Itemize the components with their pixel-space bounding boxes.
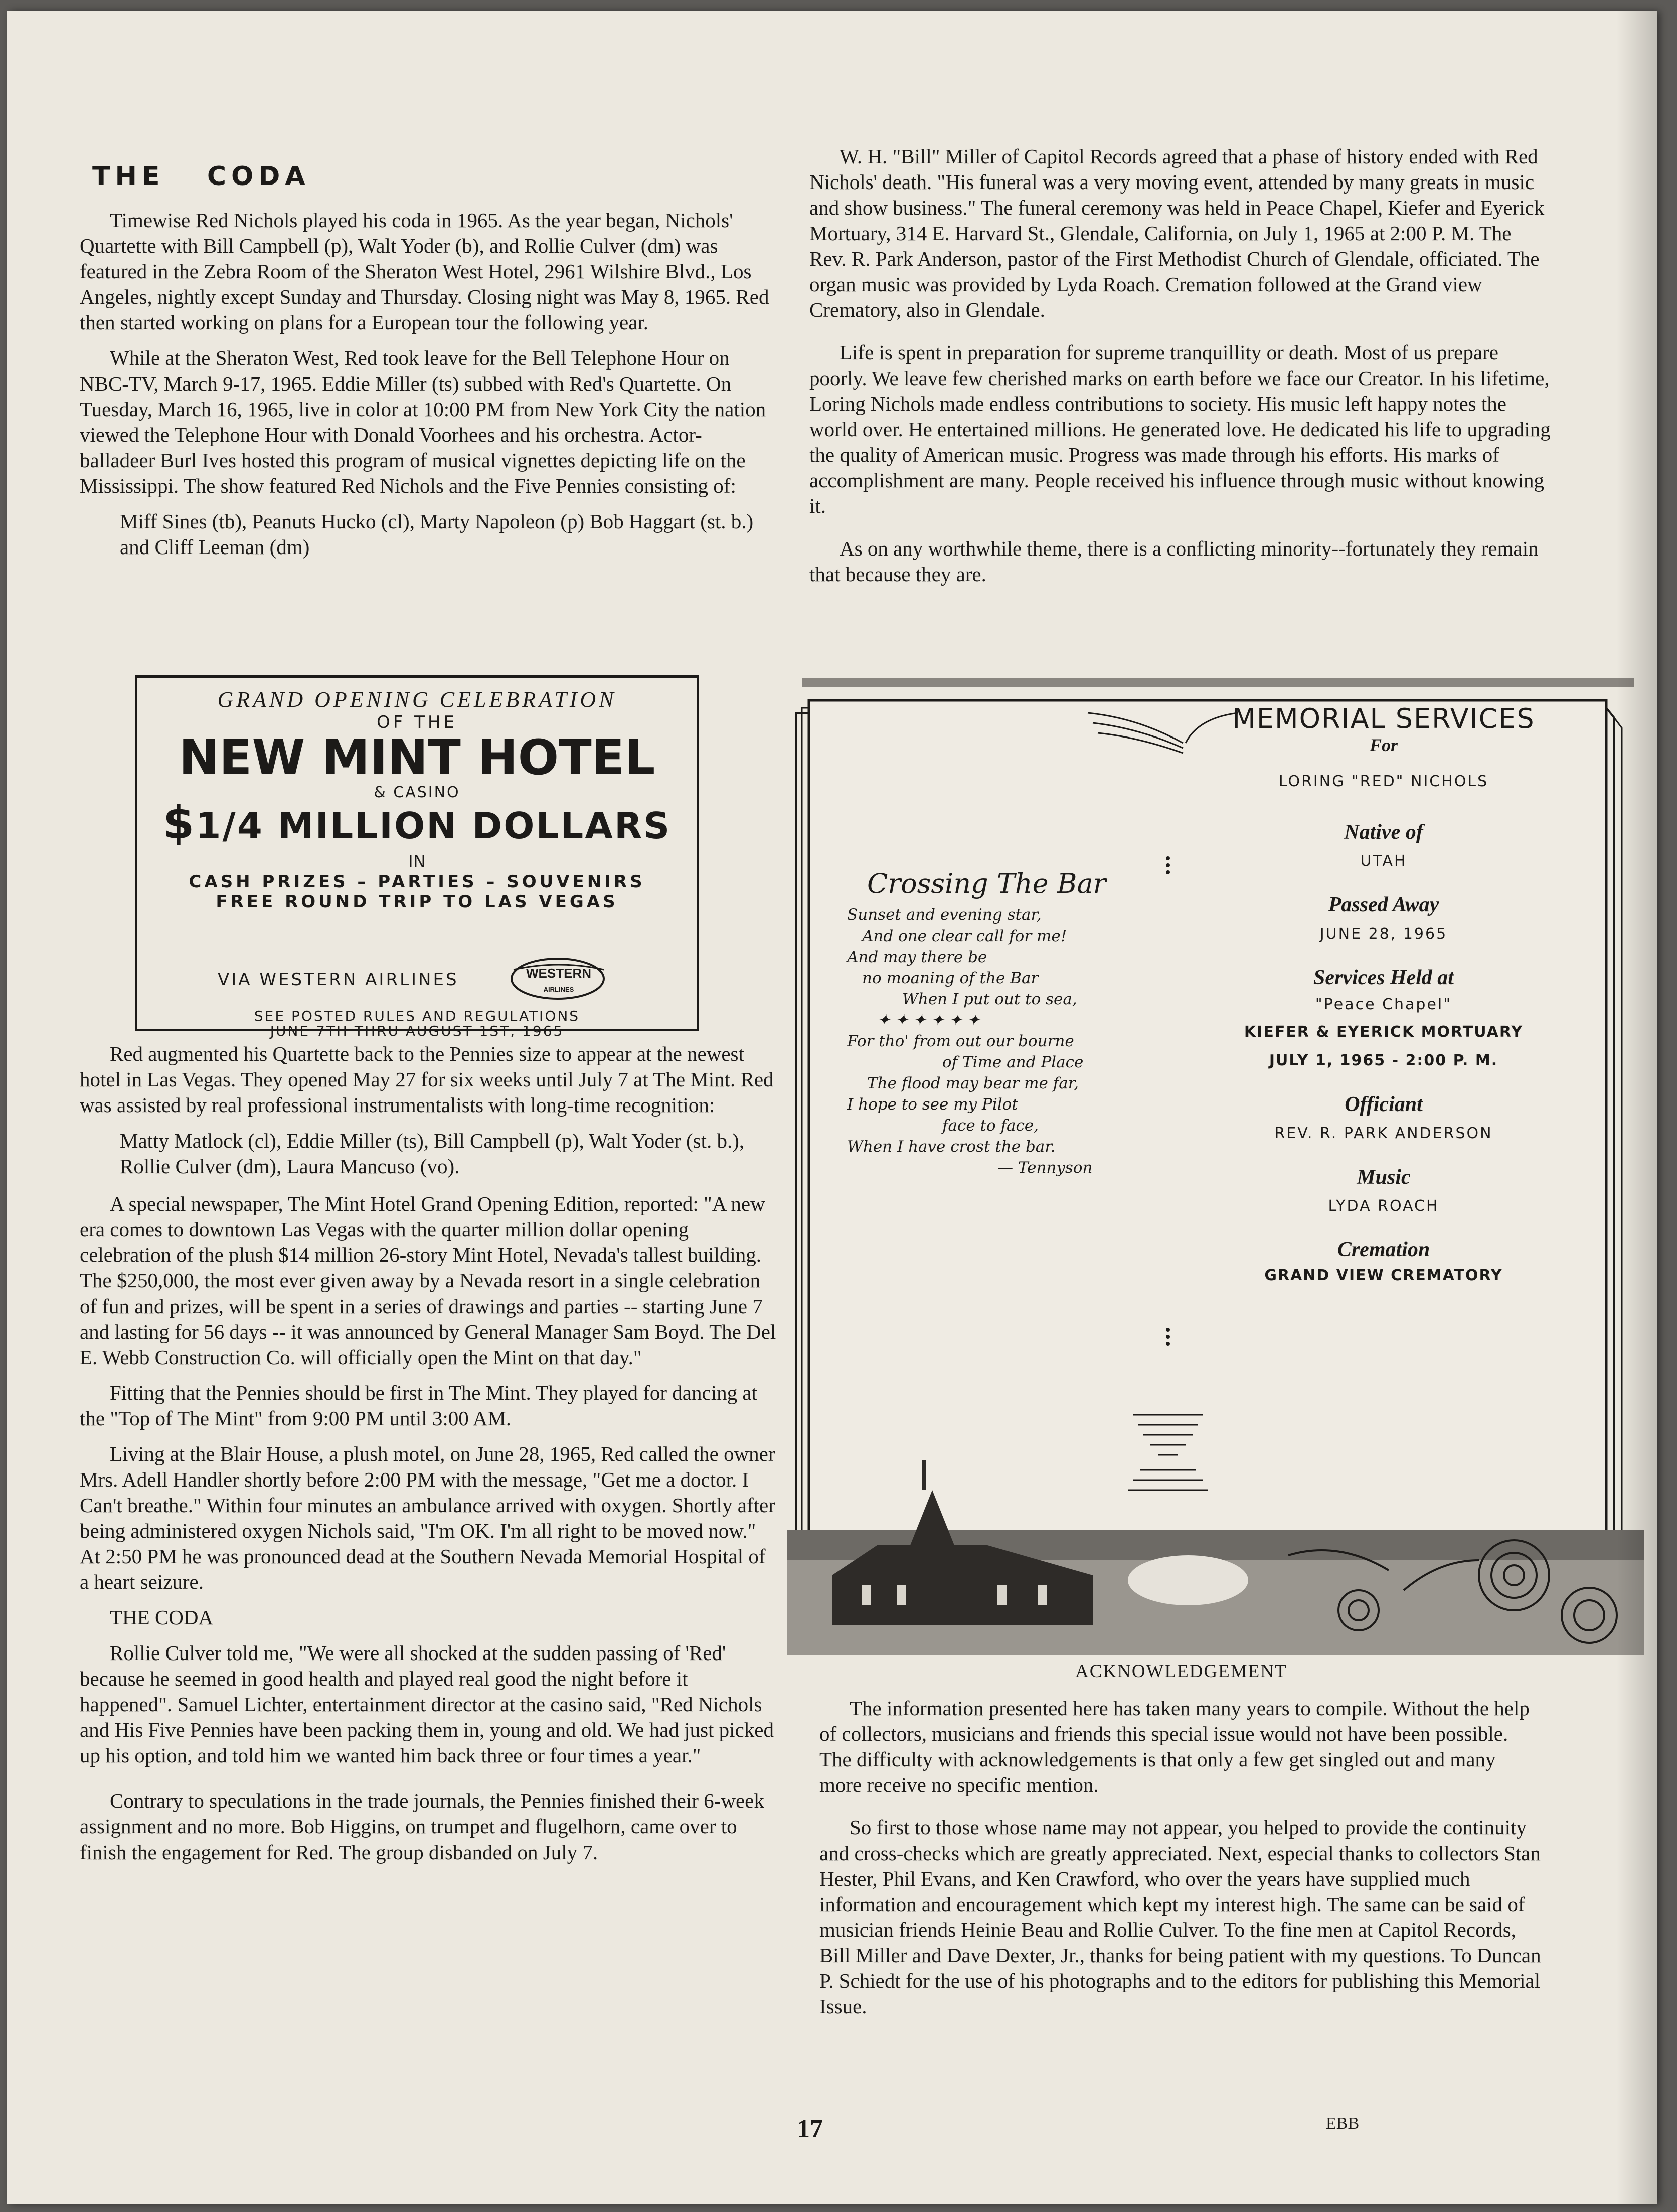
service-date: JULY 1, 1965 - 2:00 P. M. xyxy=(1269,1052,1498,1069)
paragraph: A special newspaper, The Mint Hotel Grand Opening Edition, reported: "A new era comes to downtown Las Vegas with the quarter million dollar opening celebration of the plush $14 million 26-story Mint Hotel, Nevada's tallest building. The $250,000, the most ever given away by a Nevada resort in a single celebration of fun and prizes, will be spent in a series of drawings and parties -- starting June 7 and lasting for 56 days -- it was announced by General Manager Sam Boyd. The Del E. Webb Construction Co. will officially open the Mint on that day." xyxy=(80,1192,776,1369)
ad-million-label: MILLION DOLLARS xyxy=(277,805,672,847)
poem-line: And may there be xyxy=(847,948,987,966)
ad-million-dollars xyxy=(137,797,697,849)
ad-rules-line: SEE POSTED RULES AND REGULATIONS xyxy=(254,1008,580,1024)
mint-hotel-advertisement xyxy=(135,675,699,1039)
section-heading: THE CODA xyxy=(92,161,310,192)
paragraph: As on any worthwhile theme, there is a conflicting minority--fortunately they remain that because they are. xyxy=(809,537,1539,586)
music-value: LYDA ROACH xyxy=(1328,1197,1439,1215)
paragraph: Timewise Red Nichols played his coda in 1965. As the year began, Nichols' Quartette with Bill Campbell (p), Walt Yoder (b), and Rollie Culver (dm) was featured in the Zebra Room of the Sheraton West Hotel, 2961 Wilshire Blvd., Los Angeles, nightly except Sunday and Thursday. Closing night was May 8, 1965. Red then started working on plans for a European tour the following year. xyxy=(80,209,769,334)
poem-line: And one clear call for me! xyxy=(862,927,1067,945)
ad-casino: & CASINO xyxy=(374,784,460,801)
ad-dollar-sign: $ xyxy=(162,797,196,849)
poem-line: The flood may bear me far, xyxy=(867,1074,1079,1092)
left-column-top xyxy=(80,208,777,578)
poem-attribution: — Tennyson xyxy=(997,1159,1093,1177)
cremation-value: GRAND VIEW CREMATORY xyxy=(1264,1267,1503,1284)
chapel-value: "Peace Chapel" xyxy=(1315,996,1452,1013)
left-column-middle xyxy=(80,1041,777,1875)
ad-via-airline: VIA WESTERN AIRLINES xyxy=(218,970,459,990)
poem-title: Crossing The Bar xyxy=(867,868,1106,899)
passed-label: Passed Away xyxy=(1328,893,1439,916)
music-label: Music xyxy=(1357,1166,1411,1189)
memorial-title: MEMORIAL SERVICES xyxy=(1232,703,1535,734)
passed-value: JUNE 28, 1965 xyxy=(1319,925,1448,943)
poem-line: For tho' from out our bourne xyxy=(847,1032,1074,1050)
paragraph: Living at the Blair House, a plush motel, on June 28, 1965, Red called the owner Mrs. Adell Handler shortly before 2:00 PM with the message, "Get me a doctor. I Can't breathe." Within four minutes an ambulance arrived with oxygen. Shortly after being administered oxygen Nichols said, "I'm OK. I'm all right to be moved now." At 2:50 PM he was pronounced dead at the Southern Nevada Memorial Hospital of a heart seizure. xyxy=(80,1442,775,1593)
paragraph: Life is spent in preparation for supreme tranquillity or death. Most of us prepare poorly. We leave few cherished marks on earth before we face our Creator. In his lifetime, Loring Nichols made endless contributions to society. His music left happy notes the world over. He entertained millions. He generated love. He dedicated his life to upgrading the quality of American music. Progress was made through his efforts. His marks of accomplishment are many. People received his influence through music without knowing it. xyxy=(809,341,1551,517)
magazine-page xyxy=(7,11,1657,2204)
paragraph: Contrary to speculations in the trade journals, the Pennies finished their 6-week assignment and no more. Bob Higgins, on trumpet and flugelhorn, came over to finish the engagement for Red. The group disbanded on July 7. xyxy=(80,1789,764,1864)
ad-fraction: 1/4 xyxy=(196,805,264,847)
deceased-name: LORING "RED" NICHOLS xyxy=(1278,773,1489,790)
paragraph: So first to those whose name may not appear, you helped to provide the continuity and cross-checks which are greatly appreciated. Next, especial thanks to collectors Stan Hester, Phil Evans, and Ken Crawford, who over the years have supplied much information and encouragement which kept my interest high. The same can be said of musician friends Heinie Beau and Rollie Culver. To the fine men at Capitol Records, Bill Miller and Dave Dexter, Jr., thanks for being patient with my questions. To Duncan P. Schiedt for the use of his photographs and to the editors for publishing this Memorial Issue. xyxy=(819,1816,1541,2018)
ad-in: IN xyxy=(408,852,426,872)
mortuary-value: KIEFER & EYERICK MORTUARY xyxy=(1244,1023,1524,1041)
services-label: Services Held at xyxy=(1313,966,1454,989)
page-number: 17 xyxy=(797,2115,823,2143)
paragraph: Rollie Culver told me, "We were all shocked at the sudden passing of 'Red' because he seemed in good health and played real good the night before it happened". Samuel Lichter, entertainment director at the casino said, "Red Nichols and His Five Pennies have been packing them in, young and old. We had just picked up his option, and told him we wanted him back three or four times a year." xyxy=(80,1641,774,1767)
poem-line: face to face, xyxy=(942,1117,1039,1135)
poem-line: Sunset and evening star, xyxy=(847,906,1042,924)
personnel-list: Miff Sines (tb), Peanuts Hucko (cl), Marty Napoleon (p) Bob Haggart (st. b.) and Cliff Leeman (dm) xyxy=(120,510,754,559)
memorial-for: For xyxy=(1369,735,1398,755)
subhead: THE CODA xyxy=(110,1606,214,1629)
acknowledgement-text xyxy=(819,1696,1542,2030)
poem-line: I hope to see my Pilot xyxy=(847,1095,1018,1114)
poem-line: of Time and Place xyxy=(942,1053,1084,1071)
acknowledgement-title: ACKNOWLEDGEMENT xyxy=(1075,1661,1287,1682)
crossing-the-bar-poem xyxy=(847,868,1128,1178)
ad-trip: FREE ROUND TRIP TO LAS VEGAS xyxy=(216,892,618,912)
logo-subword: AIRLINES xyxy=(543,986,574,993)
native-value: UTAH xyxy=(1360,852,1407,870)
ad-hotel-name: NEW MINT HOTEL xyxy=(179,729,655,786)
paragraph: Fitting that the Pennies should be first in The Mint. They played for dancing at the "Top of The Mint" from 9:00 PM until 3:00 AM. xyxy=(80,1381,757,1430)
paragraph: W. H. "Bill" Miller of Capitol Records agreed that a phase of history ended with Red Nichols' death. "His funeral was a very moving event, attended by many greats in music and show business." The funeral ceremony was held in Peace Chapel, Kiefer and Eyerick Mortuary, 314 E. Harvard St., Glendale, California, on July 1, 1965 at 2:00 P. M. The Rev. R. Park Anderson, pastor of the First Methodist Church of Glendale, officiated. The organ music was provided by Lyda Roach. Cremation followed at the Grand view Crematory, also in Glendale. xyxy=(809,145,1545,321)
officiant-label: Officiant xyxy=(1345,1093,1423,1116)
paragraph: While at the Sheraton West, Red took leave for the Bell Telephone Hour on NBC-TV, March 9-17, 1965. Eddie Miller (ts) subbed with Red's Quartette. On Tuesday, March 16, 1965, live in color at 10:00 PM from New York City the nation viewed the Telephone Hour with Donald Voorhees and his orchestra. Actor-balladeer Burl Ives hosted this program of musical vignettes depicting life on the Mississippi. The show featured Red Nichols and the Five Pennies consisting of: xyxy=(80,346,766,497)
cremation-label: Cremation xyxy=(1337,1238,1430,1261)
paragraph: Red augmented his Quartette back to the Pennies size to appear at the newest hotel in Las Vegas. They opened May 27 for six weeks until July 7 at The Mint. Red was assisted by real professional instrumentalists with long-time recognition: xyxy=(80,1042,774,1117)
author-initials: EBB xyxy=(1326,2114,1360,2133)
logo-wordmark: WESTERN xyxy=(526,966,591,981)
ad-grand-opening: GRAND OPENING CELEBRATION xyxy=(217,687,617,712)
ad-rules xyxy=(137,1009,697,1039)
native-label: Native of xyxy=(1344,821,1423,844)
poem-line: When I have crost the bar. xyxy=(847,1138,1056,1156)
memorial-service-details xyxy=(1188,703,1579,1308)
ad-of-the: OF THE xyxy=(377,712,457,732)
western-airlines-logo xyxy=(509,955,609,1003)
poem-line: no moaning of the Bar xyxy=(862,969,1039,987)
personnel-list: Matty Matlock (cl), Eddie Miller (ts), Bill Campbell (p), Walt Yoder (st. b.), Rollie Culver (dm), Laura Mancuso (vo). xyxy=(120,1129,745,1178)
ad-dates-line: JUNE 7TH THRU AUGUST 1ST, 1965 xyxy=(270,1023,564,1039)
officiant-value: REV. R. PARK ANDERSON xyxy=(1274,1125,1493,1142)
poem-line: When I put out to sea, xyxy=(902,990,1077,1008)
memorial-program-image xyxy=(787,678,1644,1655)
ad-prizes: CASH PRIZES – PARTIES – SOUVENIRS xyxy=(189,872,645,892)
right-column-top xyxy=(809,144,1552,597)
paragraph: The information presented here has taken many years to compile. Without the help of collectors, musicians and friends this special issue would not have been possible. The difficulty with acknowledgements is that only a few get singled out and many more receive no specific mention. xyxy=(819,1697,1530,1796)
poem-ornament: ✦ ✦ ✦ ✦ ✦ ✦ xyxy=(877,1011,980,1029)
